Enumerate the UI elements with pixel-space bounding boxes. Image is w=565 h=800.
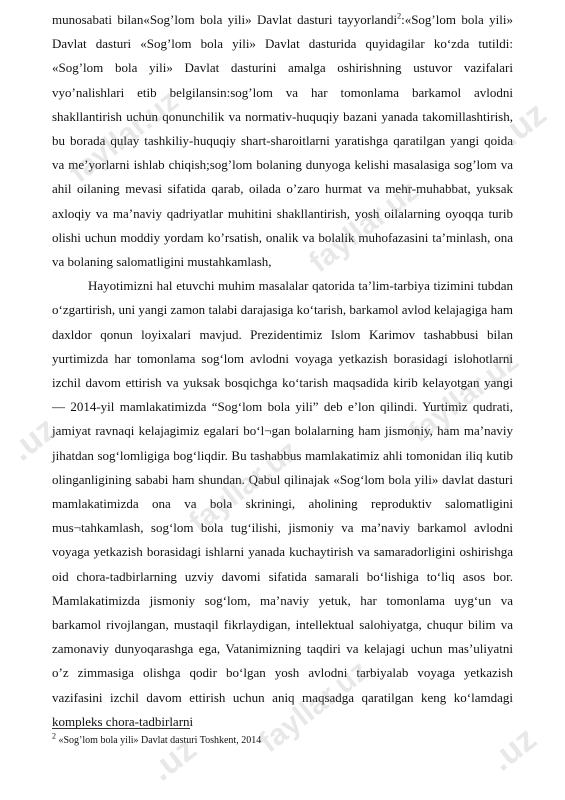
watermark-text: fayllar.uz bbox=[403, 344, 525, 450]
watermark-text: fayllar.uz bbox=[253, 654, 375, 760]
watermark-text: .uz bbox=[142, 729, 204, 789]
watermark-text: fayllar.uz bbox=[303, 174, 425, 280]
paragraph-1 bbox=[52, 8, 513, 274]
watermark-text: .uz bbox=[482, 719, 544, 779]
watermark-text: .uz bbox=[2, 409, 64, 469]
watermark-text: fayllar.uz bbox=[63, 84, 185, 190]
watermark-text: fayllar.uz bbox=[183, 434, 305, 540]
paragraph-1-text-start: munosabati bilan«Sog’lom bola yili» Davlat dasturi tayyorlandi bbox=[52, 12, 398, 27]
document-body bbox=[52, 8, 513, 734]
footnote-number: 2 bbox=[52, 731, 56, 741]
footnote-text: «Sog’lom bola yili» Davlat dasturi Toshkent, 2014 bbox=[56, 735, 262, 746]
footnote-separator bbox=[52, 728, 190, 729]
paragraph-2: Hayotimizni hal etuvchi muhim masalalar qatorida ta’lim-tarbiya tizimini tubdan o‘zgartirish, uni yangi zamon talabi darajasiga ko‘tarish, barkamol avlod kelajagiga ham daxldor qonun loyixalari mavjud. Prezidentimiz Islom Karimov tashabbusi bilan yurtimizda har tomonlama sog‘lom avlodni voyaga yetkazish borasidagi islohotlarni izchil davom ettirish va yuksak bosqichga ko‘tarish maqsadida kirib kelayotgan yangi — 2014-yil mamlakatimizda “Sog‘lom bola yili” deb e’lon qilindi. Yurtimiz qudrati, jamiyat ravnaqi kelajagimiz egalari bo‘l¬gan bolalarning ham jismoniy, ham ma’naviy jihatdan sog‘lomligiga bog‘liqdir. Bu tashabbus mamlakatimiz ahli tomonidan iliq kutib olinganligining sababi ham shundan. Qabul qilinajak «Sog‘lom bola yili» davlat dasturi mamlakatimizda ona va bola skriningi, aholining reproduktiv salomatligini mus¬tahkamlash, sog‘lom bola tug‘ilishi, jismoniy va ma’naviy barkamol avlodni voyaga yetkazish borasidagi ishlarni yanada kuchaytirish va samaradorligini oshirishga oid chora-tadbirlarning uzviy davomi sifatida samarali bo‘lishiga to‘liq asos bor. Mamlakatimizda jismoniy sog‘lom, ma’naviy yetuk, har tomonlama uyg‘un va barkamol rivojlangan, mustaqil fikrlaydigan, intellektual salohiyatga, chuqur bilim va zamonaviy dunyoqarashga ega, Vatanimizning taqdiri va kelajagi uchun mas’uliyatni o’z zimmasiga olishga qodir bo‘lgan yosh avlodni tarbiyalab voyaga yetkazish vazifasini izchil davom ettirish uchun aniq maqsadga qaratilgan keng ko‘lamdagi kompleks chora-tadbirlarni bbox=[52, 278, 513, 729]
footnote-reference: 2 bbox=[397, 11, 402, 21]
paragraph-1-text-end: :«Sog’lom bola yili» Davlat dasturi «Sog’lom bola yili» Davlat dasturida quyidagilar ko‘zda tutildi: «Sog’lom bola yili» Davlat dasturini amalga oshirishning ustuvor vazifalari vyo’nalishlari etib belgilansin:sog’lom va har tomonlama barkamol avlodni shakllantirish uchun qonunchilik va normativ-huquqiy bazani yanada takomillashtirish, bu borada qulay tashkiliy-huquqiy shart-sharoitlarni yaratishga qaratilgan yangi qoida va me’yorlarni ishlab chiqish;sog’lom bolaning dunyoga kelishi masalasiga sog’lom va ahil oilaning mevasi sifatida qarab, oilada o’zaro hurmat va mehr-muhabbat, yuksak axloqiy va ma’naviy qadriyatlar muhitini shakllantirish, yosh oilalarning oyoqqa turib olishi uchun moddiy yordam ko’rsatish, onalik va bolalik muhofazasini ta’minlash, ona va bolaning salomatligini mustahkamlash, bbox=[52, 12, 513, 270]
watermark-text: .uz bbox=[492, 94, 554, 154]
footnote bbox=[52, 731, 513, 747]
